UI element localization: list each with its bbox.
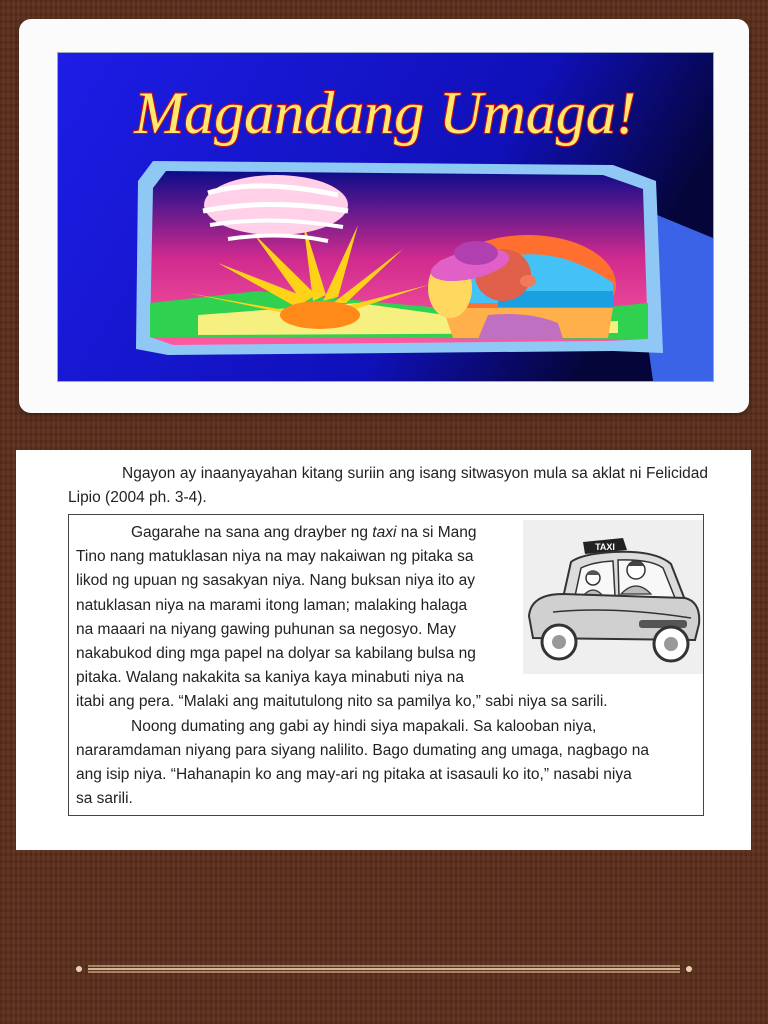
story-line: natuklasan niya na marami itong laman; malaking halaga [76,596,468,614]
banner-illustration [58,53,713,381]
story-box [68,514,704,816]
story-line: Noong dumating ang gabi ay hindi siya mapakali. Sa kalooban niya, [131,717,597,735]
story-paragraph-2 [76,715,698,812]
story-paragraph-1 [76,521,508,690]
document-panel [16,450,751,850]
story-line: nararamdaman niyang para siyang nalilito. Bago dumating ang umaga, nagbago na [76,741,650,759]
story-italic-word: taxi [372,524,397,541]
story-line: Tino nang matuklasan niya na may nakaiwan ng pitaka sa [76,548,474,566]
story-text [76,521,698,811]
story-line: nakabukod ding mga papel na dolyar sa kabilang bulsa ng [76,645,476,663]
beach-woman-illustration [428,235,616,339]
story-paragraph-1-end [76,690,698,714]
intro-line-2: Felicidad Lipio (2004 ph. 3-4). [68,465,708,506]
banner-title: Magandang Umaga! [134,80,636,146]
banner-card [19,19,749,413]
good-morning-banner [57,52,714,382]
story-line: itabi ang pera. “Malaki ang maitutulong nito sa pamilya ko,” sabi niya sa sarili. [76,693,608,711]
story-line: sa sarili. [76,790,133,808]
taxi-sign-label: TAXI [595,542,615,552]
story-line: pitaka. Walang nakakita sa kaniya kaya minabuti niya na [76,669,465,687]
sun [280,301,360,329]
story-line: na maaari na niyang gawing puhunan sa negosyo. May [76,620,457,638]
intro-paragraph [68,462,708,510]
ornamental-divider [74,962,694,976]
story-line: ang isip niya. “Hahanapin ko ang may-ari ng pitaka at isasauli ko ito,” nasabi niya [76,766,632,784]
intro-line-1: Ngayon ay inaanyayahan kitang suriin ang isang sitwasyon mula sa aklat ni [122,465,642,482]
story-line: likod ng upuan ng sasakyan niya. Nang buksan niya ito ay [76,572,475,590]
story-line: Gagarahe na sana ang drayber ng taxi na si Mang [131,524,477,541]
